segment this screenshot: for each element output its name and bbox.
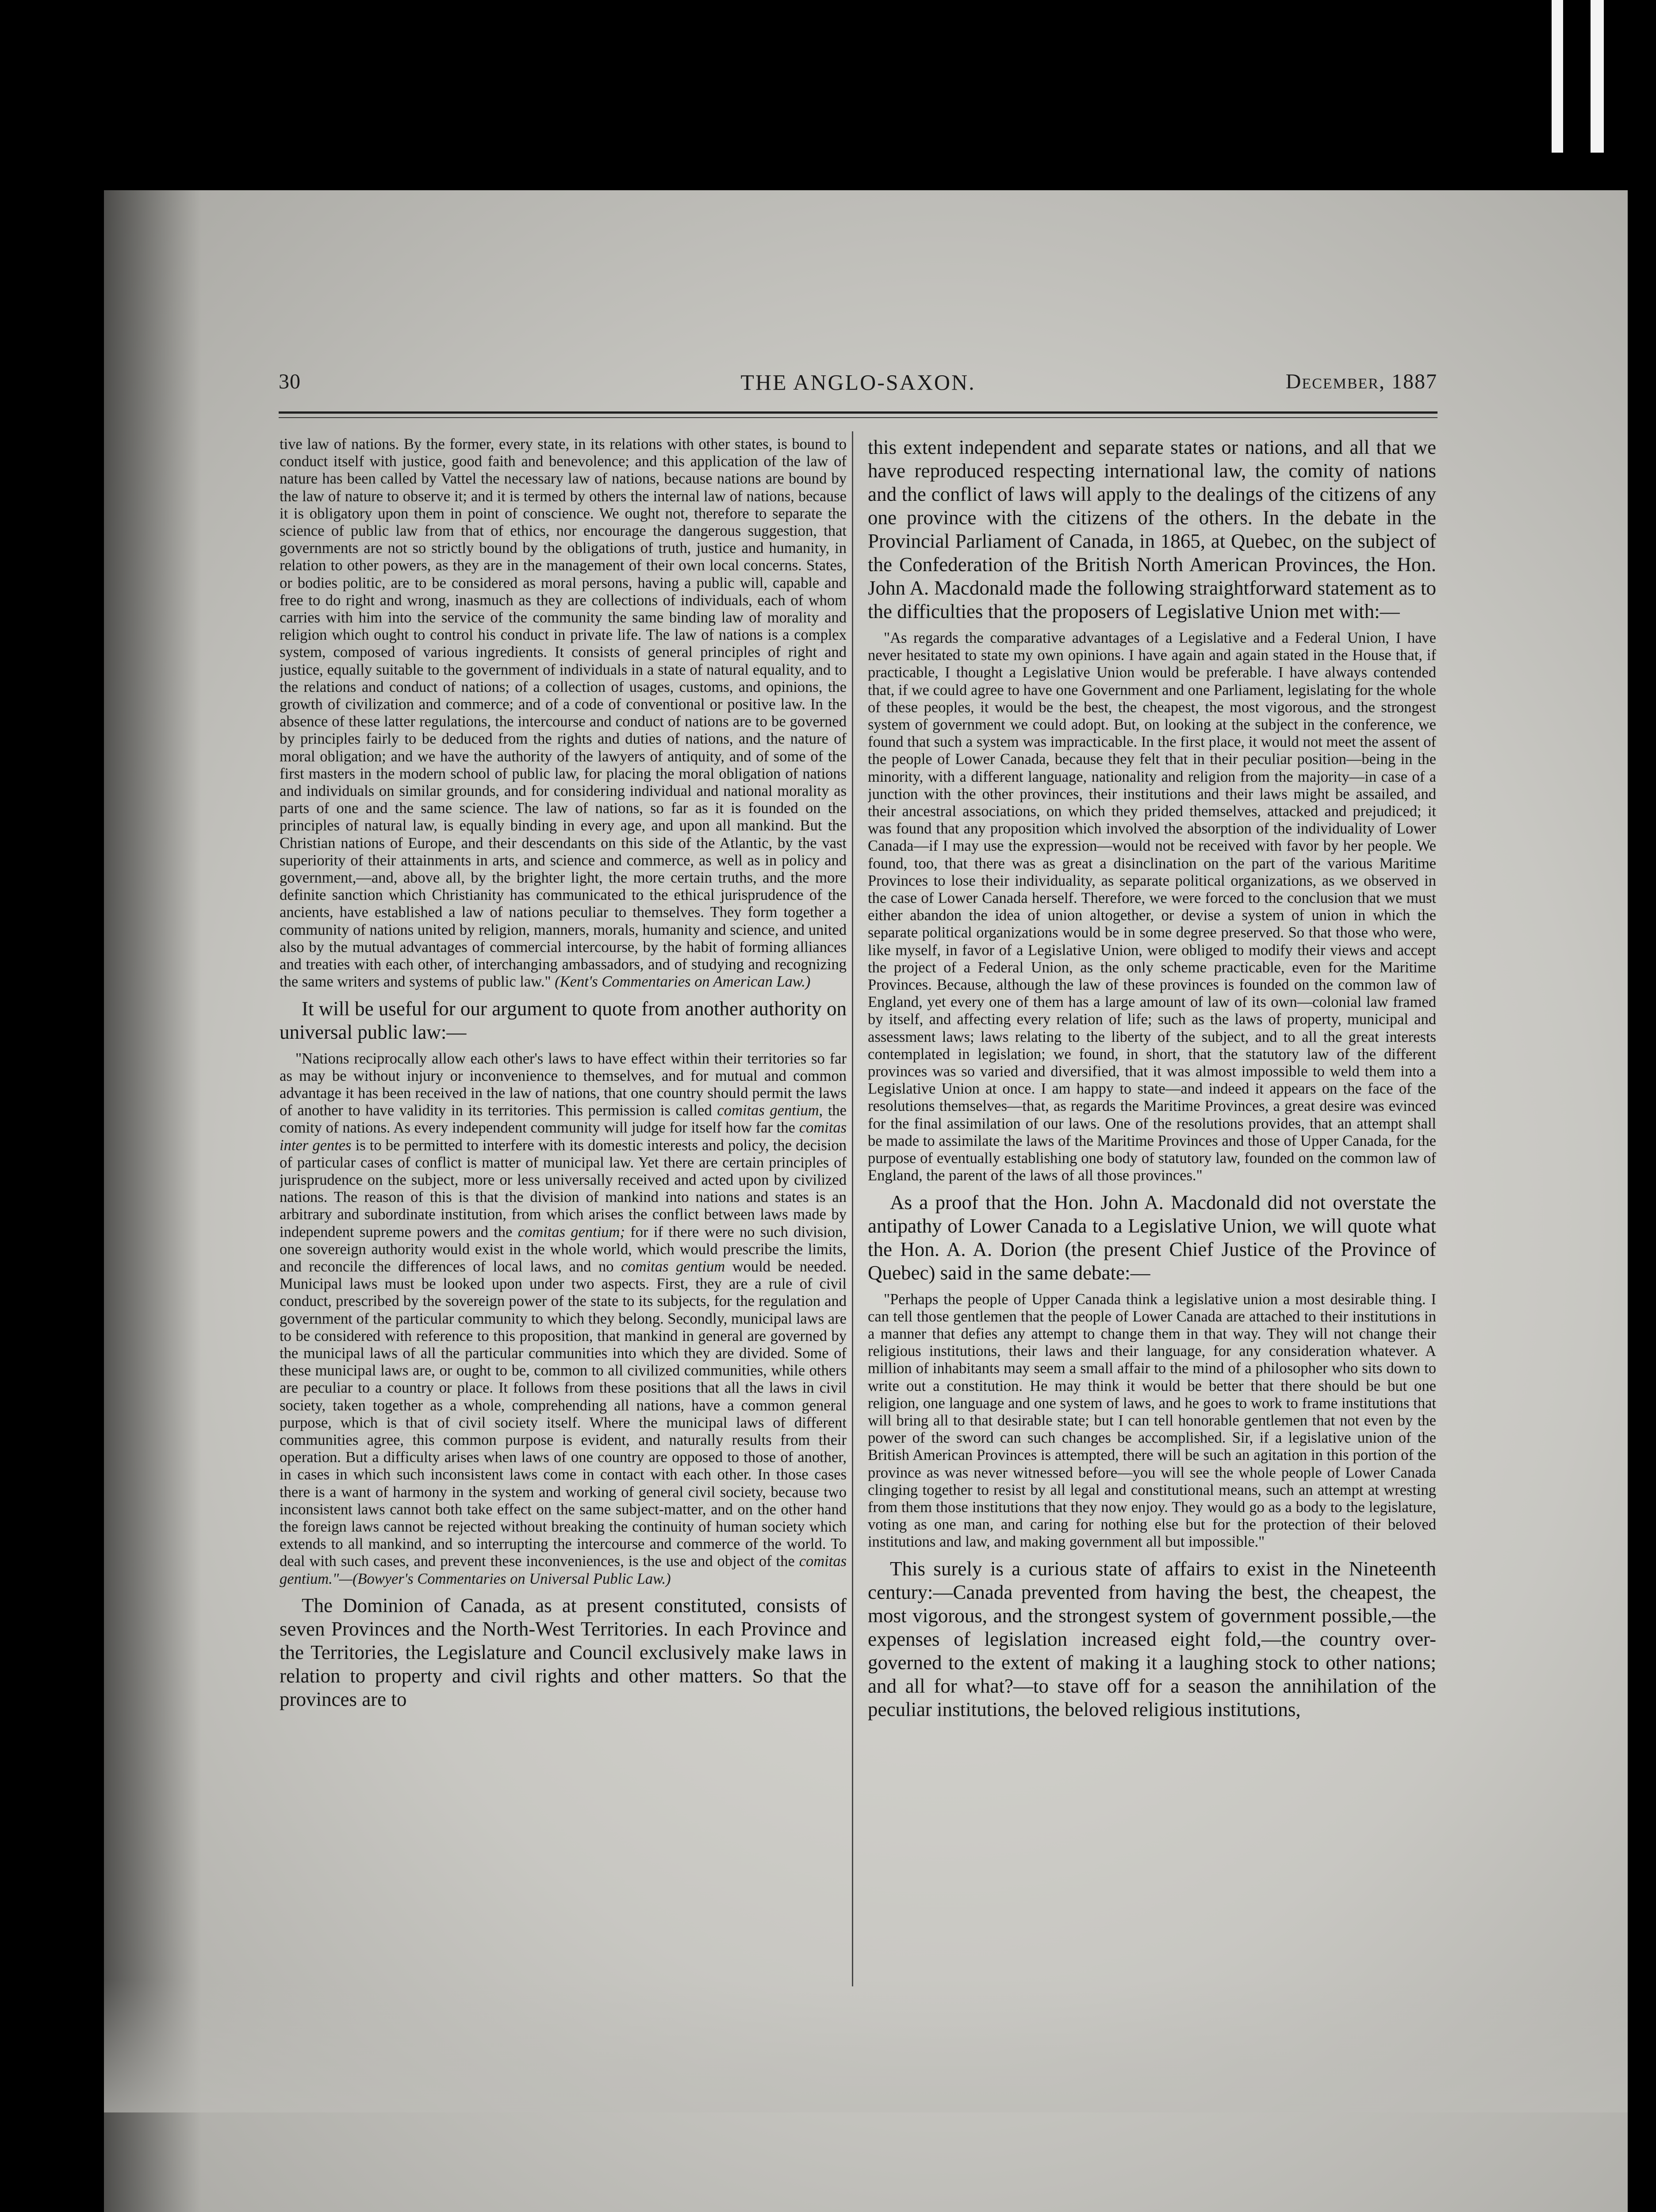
latin-term: comitas gentium; [518, 1223, 625, 1240]
left-column [280, 436, 847, 1989]
page-fade [104, 1980, 1628, 2112]
paragraph: The Dominion of Canada, as at present constituted, consists of seven Provinces and the North-West Territories. In each Province and the Territories, the Legislature and Council exclusively make laws in relation to property and civil rights and other matters. So that the provinces are to [280, 1594, 847, 1710]
film-edge-mark [1591, 0, 1604, 153]
latin-term: comitas gentium [621, 1258, 725, 1275]
block-quote: "Nations reciprocally allow each other's laws to have effect within their territories so far as may be without injury or inconvenience to themselves, and for mutual and common advantage it has been received in the law of nations, that one country should permit the laws of another to have validity in its territories. This permission is called comitas gentium, the comity of nations. As every independent community will judge for itself how far the comitas inter gentes is to be permitted to interfere with its domestic interests and policy, the decision of particular cases of conflict is matter of municipal law. Yet there are certain principles of jurisprudence on the subject, more or less universally received and acted upon by civilized nations. The reason of this is that the division of mankind into nations and states is an arbitrary and subordinate institution, from which arises the conflict between laws made by independent supreme powers and the comitas gentium; for if there were no such division, one sovereign authority would exist in the whole world, which would prescribe the limits, and reconcile the differences of local laws, and no comitas gentium would be needed. Municipal laws must be looked upon under two aspects. First, they are a rule of civil conduct, prescribed by the sovereign power of the state to its subjects, for the regulation and government of the particular community to which they belong. Secondly, municipal laws are to be considered with reference to this proposition, that mankind in general are governed by the municipal laws of all the particular communities into which they are divided. Some of these municipal laws are, or ought to be, common to all civilized communities, while others are peculiar to a country or place. It follows from these positions that all the laws in civil society, taken together as a whole, comprehending all nations, have a common general purpose, which is that of civil society itself. Where the municipal laws of different communities agree, this common purpose is evident, and naturally results from their operation. But a difficulty arises when laws of one country are opposed to those of another, in cases in which such inconsistent laws come in contact with each other. In those cases there is a want of harmony in the system and working of general civil society, because two inconsistent laws cannot both take effect on the same subject-matter, and on the other hand the foreign laws cannot be rejected without breaking the continuity of human society which extends to all mankind, and so interrupting the intercourse and commerce of the world. To deal with such cases, and prevent these inconveniences, is the use and object of the comitas gentium."—(Bowyer's Commentaries on Universal Public Law.) [280, 1050, 847, 1587]
kent-quote-text: tive law of nations. By the former, every state, in its relations with other states, is bound to conduct itself with justice, good faith and benevolence; and this application of the law of nature has been called by Vattel the necessary law of nations, because nations are bound by the law of nature to observe it; and it is termed by others the internal law of nations, because it is obligatory upon them in point of conscience. We ought not, therefore to separate the science of public law from that of ethics, nor encourage the dangerous suggestion, that governments are not so strictly bound by the obligations of truth, justice and humanity, in relation to other powers, as they are in the management of their own local concerns. States, or bodies politic, are to be considered as moral persons, having a public will, capable and free to do right and wrong, inasmuch as they are collections of individuals, each of whom carries with him into the service of the community the same binding law of morality and religion which ought to control his conduct in private life. The law of nations is a complex system, composed of various ingredients. It consists of general principles of right and justice, equally suitable to the government of individuals in a state of natural equality, and to the relations and conduct of nations; of a collection of usages, customs, and opinions, the growth of civilization and commerce; and of a code of conventional or positive law. In the absence of these latter regulations, the intercourse and conduct of nations are to be governed by principles fairly to be deduced from the rights and duties of nations, and the nature of moral obligation; and we have the authority of the lawyers of antiquity, and of some of the first masters in the modern school of public law, for placing the moral obligation of nations and individuals on similar grounds, and for considering individual and national morality as parts of one and the same science. The law of nations, so far as it is founded on the principles of natural law, is equally binding in every age, and upon all mankind. But the Christian nations of Europe, and their descendants on this side of the Atlantic, by the vast superiority of their attainments in arts, and science and commerce, as well as in policy and government,—and, above all, by the brighter light, the more certain truths, and the more definite sanction which Christianity has communicated to the ethical jurisprudence of the ancients, have established a law of nations peculiar to themselves. They form together a community of nations united by religion, manners, morals, humanity and science, and united also by the mutual advantages of commercial intercourse, by the habit of forming alliances and treaties with each other, of interchanging ambassadors, and of studying and recognizing the same writers and systems of public law." [280, 436, 847, 991]
block-quote: "As regards the comparative advantages of a Legislative and a Federal Union, I have never hesitated to state my own opinions. I have again and again stated in the House that, if practicable, I thought a Legislative Union would be preferable. I have always contended that, if we could agree to have one Government and one Parliament, legislating for the whole of these peoples, it would be the best, the cheapest, the most vigorous, and the strongest system of government we could adopt. But, on looking at the subject in the conference, we found that such a system was impracticable. In the first place, it would not meet the assent of the people of Lower Canada, because they felt that in their peculiar position—being in the minority, with a different language, nationality and religion from the majority—in case of a junction with the other provinces, their institutions and their laws might be assailed, and their ancestral associations, on which they prided themselves, attacked and prejudiced; it was found that any proposition which involved the absorption of the individuality of Lower Canada—if I may use the expression—would not be received with favor by her people. We found, too, that there was as great a disinclination on the part of the various Maritime Provinces to lose their individuality, as separate political organizations, as we observed in the case of Lower Canada herself. Therefore, we were forced to the conclusion that we must either abandon the idea of union altogether, or devise a system of union in which the separate political organizations would be in some degree preserved. So that those who were, like myself, in favor of a Legislative Union, were obliged to modify their views and accept the project of a Federal Union, as the only scheme practicable, even for the Maritime Provinces. Because, although the law of these provinces is founded on the common law of England, yet every one of them has a large amount of law of its own—colonial law framed by itself, and affecting every relation of life; such as the laws of property, municipal and assessment laws; laws relating to the liberty of the subject, and to all the great interests contemplated in legislation; we found, in short, that the statutory law of the different provinces was so varied and diversified, that it was almost impossible to weld them into a Legislative Union at once. I am happy to state—and indeed it appears on the face of the resolutions themselves—that, as regards the Maritime Provinces, a great desire was evinced for the final assimilation of our laws. One of the resolutions provides, that an attempt shall be made to assimilate the laws of the Maritime Provinces and those of Upper Canada, for the purpose of eventually establishing one body of statutory law, founded on the common law of England, the parent of the laws of all those provinces." [868, 630, 1436, 1184]
latin-term: comitas inter gentes [280, 1119, 847, 1154]
page-date: December, 1887 [1285, 370, 1438, 393]
column-divider [852, 431, 853, 1986]
header-rule [279, 411, 1438, 414]
page-title: THE ANGLO-SAXON. [740, 370, 976, 395]
latin-term: comitas gentium." [280, 1553, 847, 1587]
paragraph [280, 436, 847, 991]
paragraph: this extent independent and separate states or nations, and all that we have reproduced respecting international law, the comity of nations and the conflict of laws will apply to the dealings of the citizens of any one province with the citizens of the others. In the debate in the Provincial Parliament of Canada, in 1865, at Quebec, on the subject of the Confederation of the British North American Provinces, the Hon. John A. Macdonald made the following straightforward statement as to the difficulties that the proposers of Legislative Union met with:— [868, 436, 1436, 622]
right-column [868, 436, 1436, 1989]
block-quote: "Perhaps the people of Upper Canada think a legislative union a most desirable thing. I can tell those gentlemen that the people of Lower Canada are attached to their institutions in a manner that defies any attempt to change them in that way. They will not change their religious institutions, their laws and their language, for any consideration whatever. A million of inhabitants may seem a small affair to the mind of a philosopher who sits down to write out a constitution. He may think it would be better that there should be but one religion, one language and one system of laws, and he goes to work to frame institutions that will bring all to that desirable state; but I can tell honorable gentlemen that not even by the power of the sword can such changes be accomplished. Sir, if a legislative union of the British American Provinces is attempted, there will be such an agitation in this portion of the province as was never witnessed before—you will see the whole people of Lower Canada clinging together to resist by all legal and constitutional means, such an attempt at wresting from them those institutions that they now enjoy. They would go as a body to the legislature, voting as one man, and caring for nothing else but for the protection of their beloved institutions and law, and making government all but impossible." [868, 1290, 1436, 1551]
page-edge-shadow [104, 190, 201, 2212]
paragraph: This surely is a curious state of affairs to exist in the Nineteenth century:—Canada prevented from having the best, the cheapest, the most vigorous, and the strongest system of government possible,—the expenses of legislation increased eight fold,—the country over-governed to the extent of making it a laughing stock to other nations; and all for what?—to stave off for a season the annihilation of the peculiar institutions, the beloved religious institutions, [868, 1557, 1436, 1720]
page-header [279, 369, 1438, 400]
page-number: 30 [279, 370, 301, 393]
paragraph: As a proof that the Hon. John A. Macdonald did not overstate the antipathy of Lower Canada to a Legislative Union, we will quote what the Hon. A. A. Dorion (the present Chief Justice of the Province of Quebec) said in the same debate:— [868, 1191, 1436, 1284]
film-edge-mark [1552, 0, 1563, 153]
latin-term: comitas gentium, [717, 1102, 823, 1119]
paragraph: It will be useful for our argument to quote from another authority on universal public law:— [280, 997, 847, 1043]
citation: (Kent's Commentaries on American Law.) [555, 973, 811, 991]
citation: —(Bowyer's Commentaries on Universal Public Law.) [339, 1570, 671, 1587]
header-rule-thin [279, 417, 1438, 418]
